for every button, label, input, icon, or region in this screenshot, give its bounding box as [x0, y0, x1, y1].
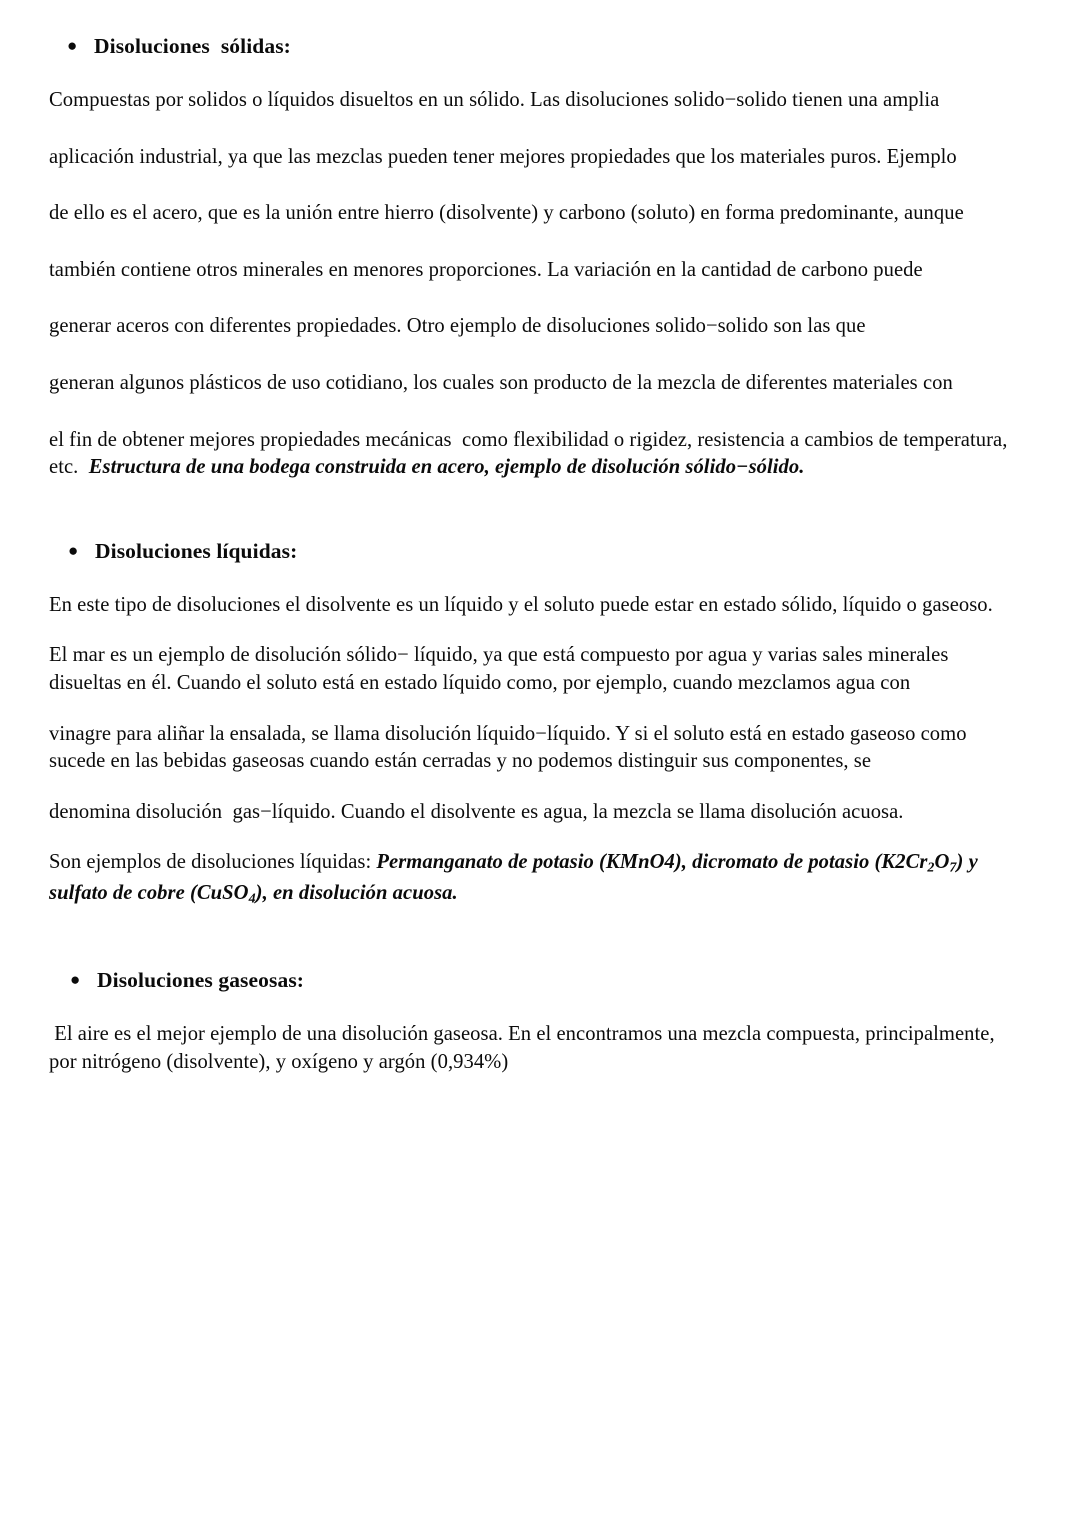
closing-bold-italic-text: Estructura de una bodega construida en acero, ejemplo de disolución sólido−sólido. — [88, 456, 805, 479]
body-line: En este tipo de disoluciones el disolvente es un líquido y el soluto puede estar en estado sólido, líquido o gaseoso. — [49, 593, 993, 616]
body-line-examples — [49, 852, 1031, 876]
bullet-icon: ● — [70, 970, 81, 990]
body-line: de ello es el acero, que es la unión entre hierro (disolvente) y carbono (soluto) en forma predominante, aunque — [49, 202, 964, 225]
section-heading-solidas — [67, 34, 1031, 59]
body-line: vinagre para aliñar la ensalada, se llama disolución líquido−líquido. Y si el soluto está en estado gaseoso como — [49, 722, 967, 745]
section-heading-solidas-label: Disoluciones sólidas: — [94, 34, 291, 58]
body-line-emphasis — [49, 457, 1031, 478]
section-heading-liquidas — [68, 539, 1031, 564]
body-line: sucede en las bebidas gaseosas cuando están cerradas y no podemos distinguir sus componentes, se — [49, 750, 872, 773]
body-line: disueltas en él. Cuando el soluto está en estado líquido como, por ejemplo, cuando mezclamos agua con — [49, 671, 911, 694]
examples-line2-part1: sulfato de cobre (CuSO — [49, 881, 249, 904]
subscript-so4: 4 — [248, 891, 256, 907]
examples-intro-text: Son ejemplos de disoluciones líquidas: — [49, 851, 377, 874]
subscript-o7: 7 — [949, 860, 957, 876]
section-body-liquidas — [49, 595, 1031, 907]
body-line: por nitrógeno (disolvente), y oxígeno y argón (0,934%) — [49, 1050, 509, 1073]
section-body-gaseosas — [49, 1024, 1031, 1072]
section-heading-gaseosas-label: Disoluciones gaseosas: — [97, 968, 305, 993]
document-content — [49, 34, 1031, 1073]
examples-formula-text — [376, 851, 978, 876]
body-line: El mar es un ejemplo de disolución sólido− líquido, ya que está compuesto por agua y varias sales minerales — [49, 644, 949, 667]
body-line: El aire es el mejor ejemplo de una disolución gaseosa. En el encontramos una mezcla compuesta, principalmente, — [49, 1023, 995, 1046]
body-line: aplicación industrial, ya que las mezclas pueden tener mejores propiedades que los materiales puros. Ejemplo — [49, 145, 957, 168]
examples-formula-part3: ) y — [956, 851, 978, 874]
body-line-examples-2 — [49, 883, 1031, 907]
examples-formula-part1: Permanganato de potasio (KMnO4), dicromato de potasio (K2Cr — [376, 851, 928, 874]
section-heading-liquidas-label: Disoluciones líquidas: — [95, 538, 298, 563]
body-line: el fin de obtener mejores propiedades mecánicas como flexibilidad o rigidez, resistencia a cambios de temperatura, — [49, 428, 1008, 451]
section-body-solidas — [49, 90, 1031, 478]
bullet-icon: ● — [68, 540, 79, 560]
section-spacer — [49, 478, 1031, 539]
section-heading-gaseosas — [70, 968, 1031, 993]
examples-formula-part2: O — [934, 851, 950, 874]
body-line: también contiene otros minerales en menores proporciones. La variación en la cantidad de carbono puede — [49, 258, 923, 281]
body-line: generar aceros con diferentes propiedades. Otro ejemplo de disoluciones solido−solido son las que — [49, 315, 866, 338]
bullet-icon: ● — [67, 36, 78, 55]
subscript-cr2: 2 — [927, 860, 935, 876]
body-line: generan algunos plásticos de uso cotidiano, los cuales son producto de la mezcla de diferentes materiales con — [49, 371, 953, 394]
body-line: denomina disolución gas−líquido. Cuando el disolvente es agua, la mezcla se llama disolución acuosa. — [49, 800, 904, 823]
body-line: Compuestas por solidos o líquidos disueltos en un sólido. Las disoluciones solido−solido tienen una amplia — [49, 89, 940, 111]
examples-line2-part2: ), en disolución acuosa. — [255, 881, 458, 904]
closing-plain-text: etc. — [49, 456, 89, 479]
section-spacer — [49, 906, 1031, 968]
